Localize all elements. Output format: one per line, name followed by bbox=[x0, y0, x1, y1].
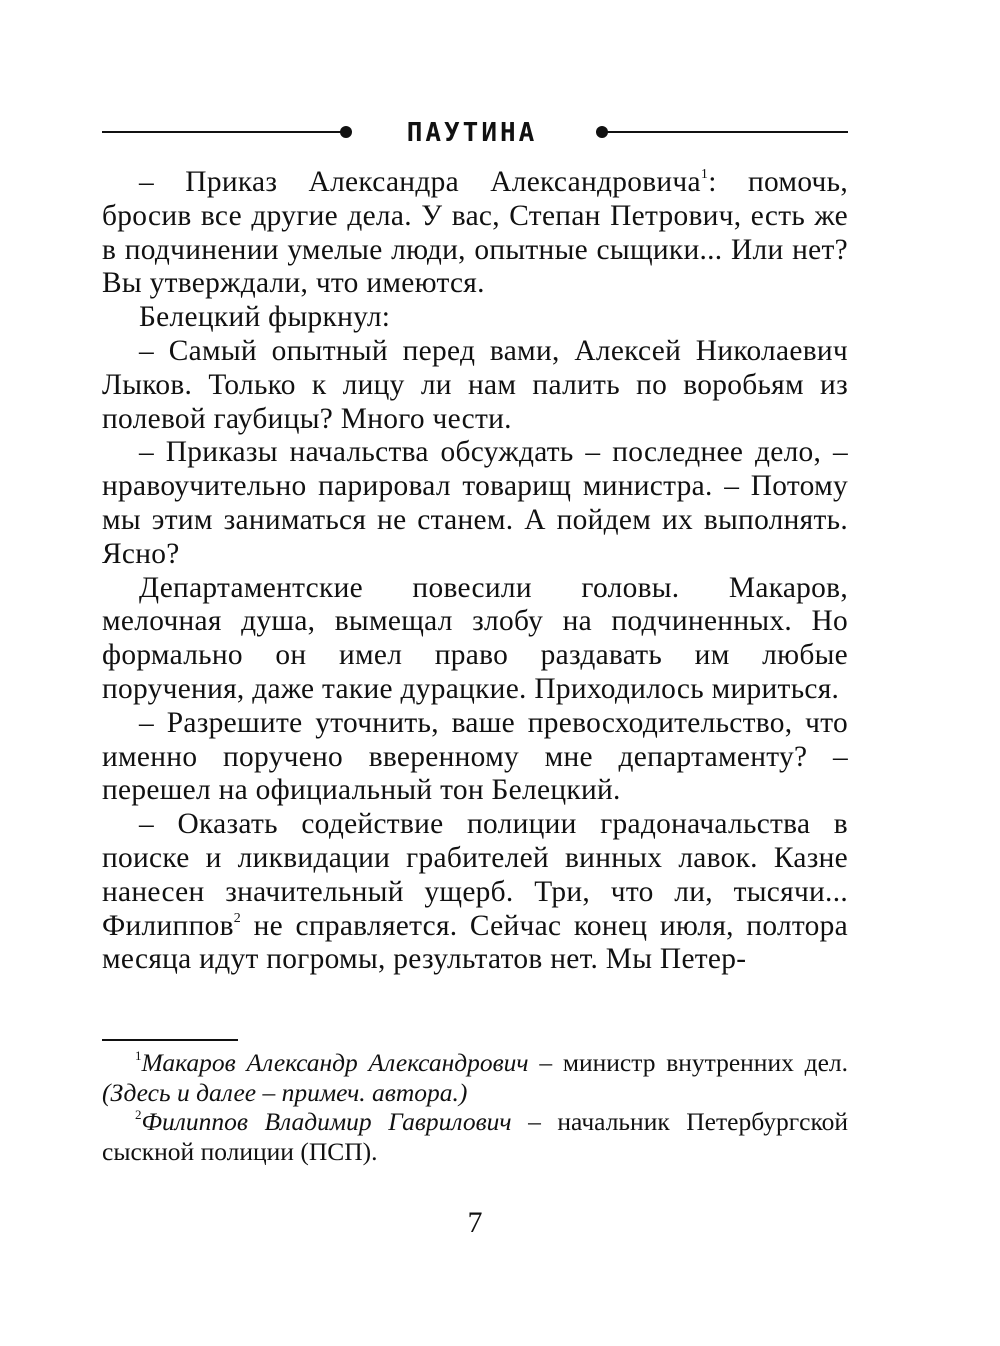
paragraph-6: – Разрешите уточнить, ваше превосходительство, что именно поручено вверенному мне департаменту? – перешел на официальный тон Белецкий. bbox=[102, 706, 848, 807]
paragraph-7-text-a: – Оказать содействие полиции градоначальства в поиске и ликвидации грабителей винных лавок. Казне нанесен значительный ущерб. Три, что ли, тысячи... Филиппов bbox=[102, 808, 848, 942]
paragraph-3: – Самый опытный перед вами, Алексей Николаевич Лыков. Только к лицу ли нам палить по воробьям из полевой гаубицы? Много чести. bbox=[102, 334, 848, 435]
paragraph-5: Департаментские повесили головы. Макаров, мелочная душа, вымещал злобу на подчиненных. Но формально он имел право раздавать им любые поручения, даже такие дурацкие. Приходилось мириться. bbox=[102, 571, 848, 705]
footnotes bbox=[102, 1048, 848, 1166]
page-number: 7 bbox=[467, 1206, 483, 1239]
paragraph-2: Белецкий фыркнул: bbox=[139, 301, 391, 334]
footnote-2 bbox=[102, 1107, 848, 1166]
paragraph-7-text-b: не справляется. Сейчас конец июля, полтора месяца идут погромы, результатов нет. Мы Петер- bbox=[102, 909, 848, 976]
paragraph-1-text-a: – Приказ Александра Александровича bbox=[139, 166, 701, 198]
footnote-1-marker: 1 bbox=[135, 1048, 142, 1063]
footnote-2-text: – начальник Петербургской сыскной полиции (ПСП). bbox=[102, 1107, 848, 1166]
footnote-2-name: Филиппов Владимир Гаврилович bbox=[141, 1107, 512, 1136]
paragraph-1-text-b: : помочь, бросив все другие дела. У вас, Степан Петрович, есть же в подчинении умелые люди, опытные сыщики... Или нет? Вы утверждали, что имеются. bbox=[102, 166, 848, 300]
footnote-ref-2[interactable]: 2 bbox=[233, 910, 242, 926]
paragraph-4: – Приказы начальства обсуждать – последнее дело, – нравоучительно парировал товарищ министра. – Потому мы этим заниматься не станем. А пойдем их выполнять. Ясно? bbox=[102, 436, 848, 570]
running-header bbox=[102, 116, 848, 150]
footnote-ref-1[interactable]: 1 bbox=[700, 167, 709, 182]
paragraph-7 bbox=[102, 808, 848, 977]
footnote-separator bbox=[102, 1039, 238, 1041]
footnote-1-text: – министр внутренних дел. bbox=[528, 1048, 848, 1077]
paragraph-1 bbox=[102, 166, 848, 301]
header-rule-left bbox=[102, 131, 342, 133]
header-rule-right bbox=[602, 131, 848, 133]
running-title: ПАУТИНА bbox=[406, 118, 538, 148]
footnote-1-note: (Здесь и далее – примеч. автора.) bbox=[102, 1077, 468, 1107]
footnote-2-marker: 2 bbox=[135, 1107, 142, 1122]
footnote-1 bbox=[102, 1048, 848, 1107]
header-bullet-left bbox=[340, 126, 352, 138]
footnote-1-name: Макаров Александр Александрович bbox=[141, 1048, 529, 1077]
main-text bbox=[102, 166, 848, 977]
